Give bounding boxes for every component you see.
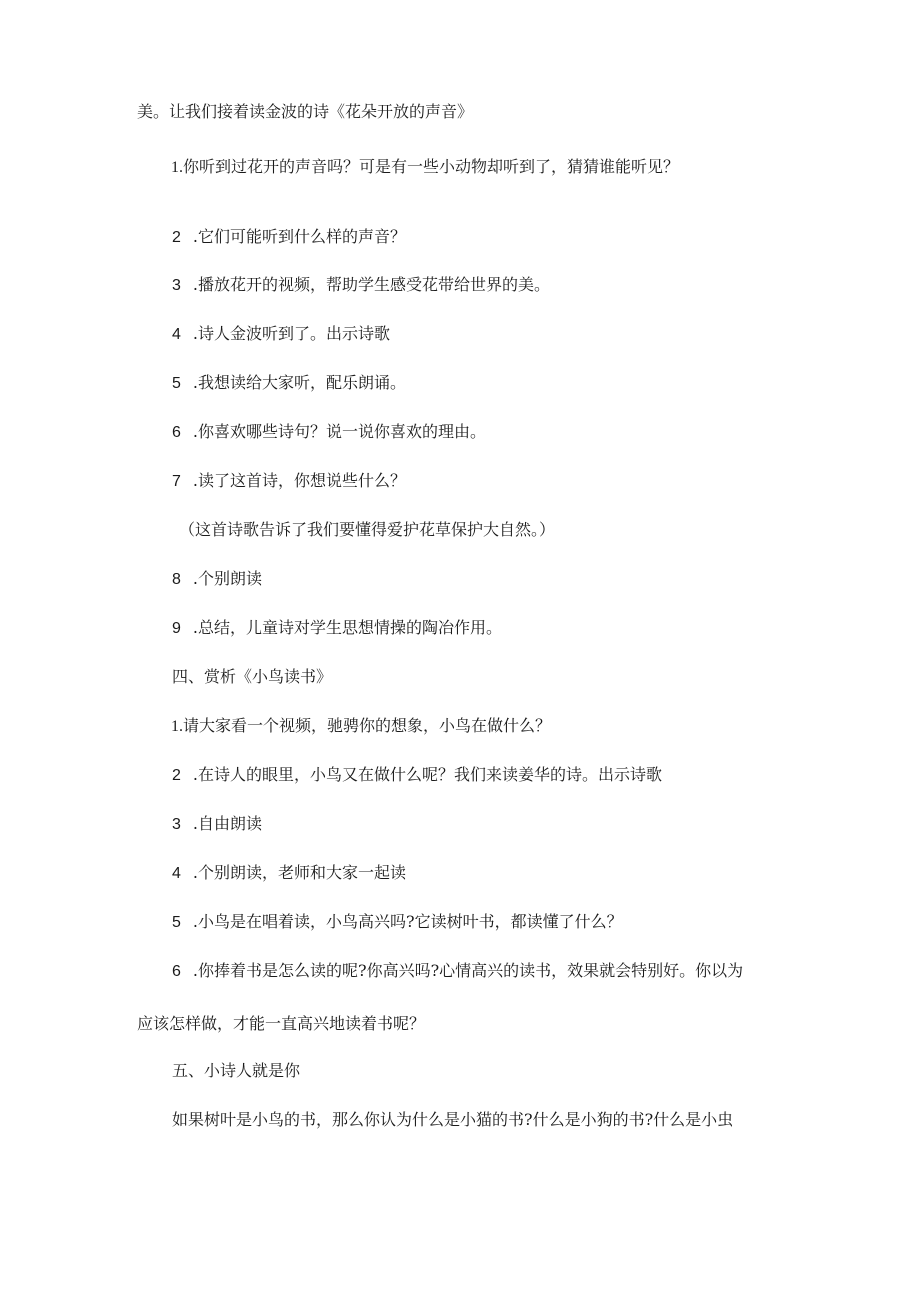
line-text: 如果树叶是小鸟的书，那么你认为什么是小猫的书?什么是小狗的书?什么是小虫	[172, 1110, 734, 1129]
text-line-4	[172, 274, 550, 297]
text-line-14	[172, 764, 662, 787]
line-text: .小鸟是在唱着读，小鸟高兴吗?它读树叶书，都读懂了什么？	[192, 912, 623, 931]
section-heading-4	[172, 666, 332, 688]
text-line-16	[172, 862, 406, 885]
line-text: .播放花开的视频，帮助学生感受花带给世界的美。	[192, 275, 550, 294]
text-line-1	[137, 101, 473, 123]
text-line-8	[172, 470, 406, 493]
line-text: .自由朗读	[192, 814, 262, 833]
line-text: .诗人金波听到了。出示诗歌	[192, 324, 390, 343]
line-number: 7	[172, 473, 181, 490]
line-text: 你听到过花开的声音吗？可是有一些小动物却听到了，猜猜谁能听见？	[183, 157, 680, 176]
line-text: 应该怎样做，才能一直高兴地读着书呢？	[137, 1014, 426, 1033]
text-line-10	[172, 568, 262, 591]
text-line-9	[179, 519, 555, 541]
text-line-13	[171, 715, 551, 738]
line-text: .个别朗读	[192, 569, 262, 588]
line-text: 五、小诗人就是你	[172, 1061, 301, 1080]
text-line-15	[172, 813, 262, 836]
line-text: （这首诗歌告诉了我们要懂得爱护花草保护大自然。）	[179, 520, 556, 539]
text-line-21	[172, 1109, 733, 1131]
line-number: 2	[172, 767, 181, 784]
line-number: 1.	[171, 718, 183, 735]
text-line-5	[172, 323, 390, 346]
line-text: .个别朗读，老师和大家一起读	[192, 863, 406, 882]
line-text: .读了这首诗，你想说些什么？	[192, 471, 406, 490]
text-line-2	[171, 156, 679, 179]
text-line-7	[172, 421, 486, 444]
line-number: 2	[172, 229, 181, 246]
text-line-6	[172, 372, 406, 395]
line-number: 3	[172, 277, 181, 294]
text-line-18	[172, 960, 743, 983]
line-number: 5	[172, 914, 181, 931]
line-number: 6	[172, 963, 181, 980]
line-number: 4	[172, 326, 181, 343]
line-text: .你喜欢哪些诗句？说一说你喜欢的理由。	[192, 422, 486, 441]
line-text: .总结，儿童诗对学生思想情操的陶冶作用。	[192, 618, 502, 637]
line-text: .我想读给大家听，配乐朗诵。	[192, 373, 406, 392]
line-number: 4	[172, 865, 181, 882]
text-line-3	[172, 226, 406, 249]
line-text: .在诗人的眼里，小鸟又在做什么呢？我们来读姜华的诗。出示诗歌	[192, 765, 662, 784]
line-number: 6	[172, 424, 181, 441]
line-text: 四、赏析《小鸟读书》	[172, 667, 333, 686]
line-text: .你捧着书是怎么读的呢?你高兴吗?心情高兴的读书，效果就会特别好。你以为	[192, 961, 744, 980]
section-heading-5	[172, 1060, 300, 1082]
line-number: 5	[172, 375, 181, 392]
line-number: 9	[172, 620, 181, 637]
text-line-17	[172, 911, 623, 934]
line-text: 美。让我们接着读金波的诗《花朵开放的声音》	[137, 102, 474, 121]
line-number: 8	[172, 571, 181, 588]
line-number: 1.	[171, 159, 183, 176]
text-line-11	[172, 617, 502, 640]
line-text: 请大家看一个视频，驰骋你的想象，小鸟在做什么？	[183, 716, 552, 735]
line-text: .它们可能听到什么样的声音？	[192, 227, 406, 246]
line-number: 3	[172, 816, 181, 833]
text-line-19	[137, 1013, 425, 1035]
